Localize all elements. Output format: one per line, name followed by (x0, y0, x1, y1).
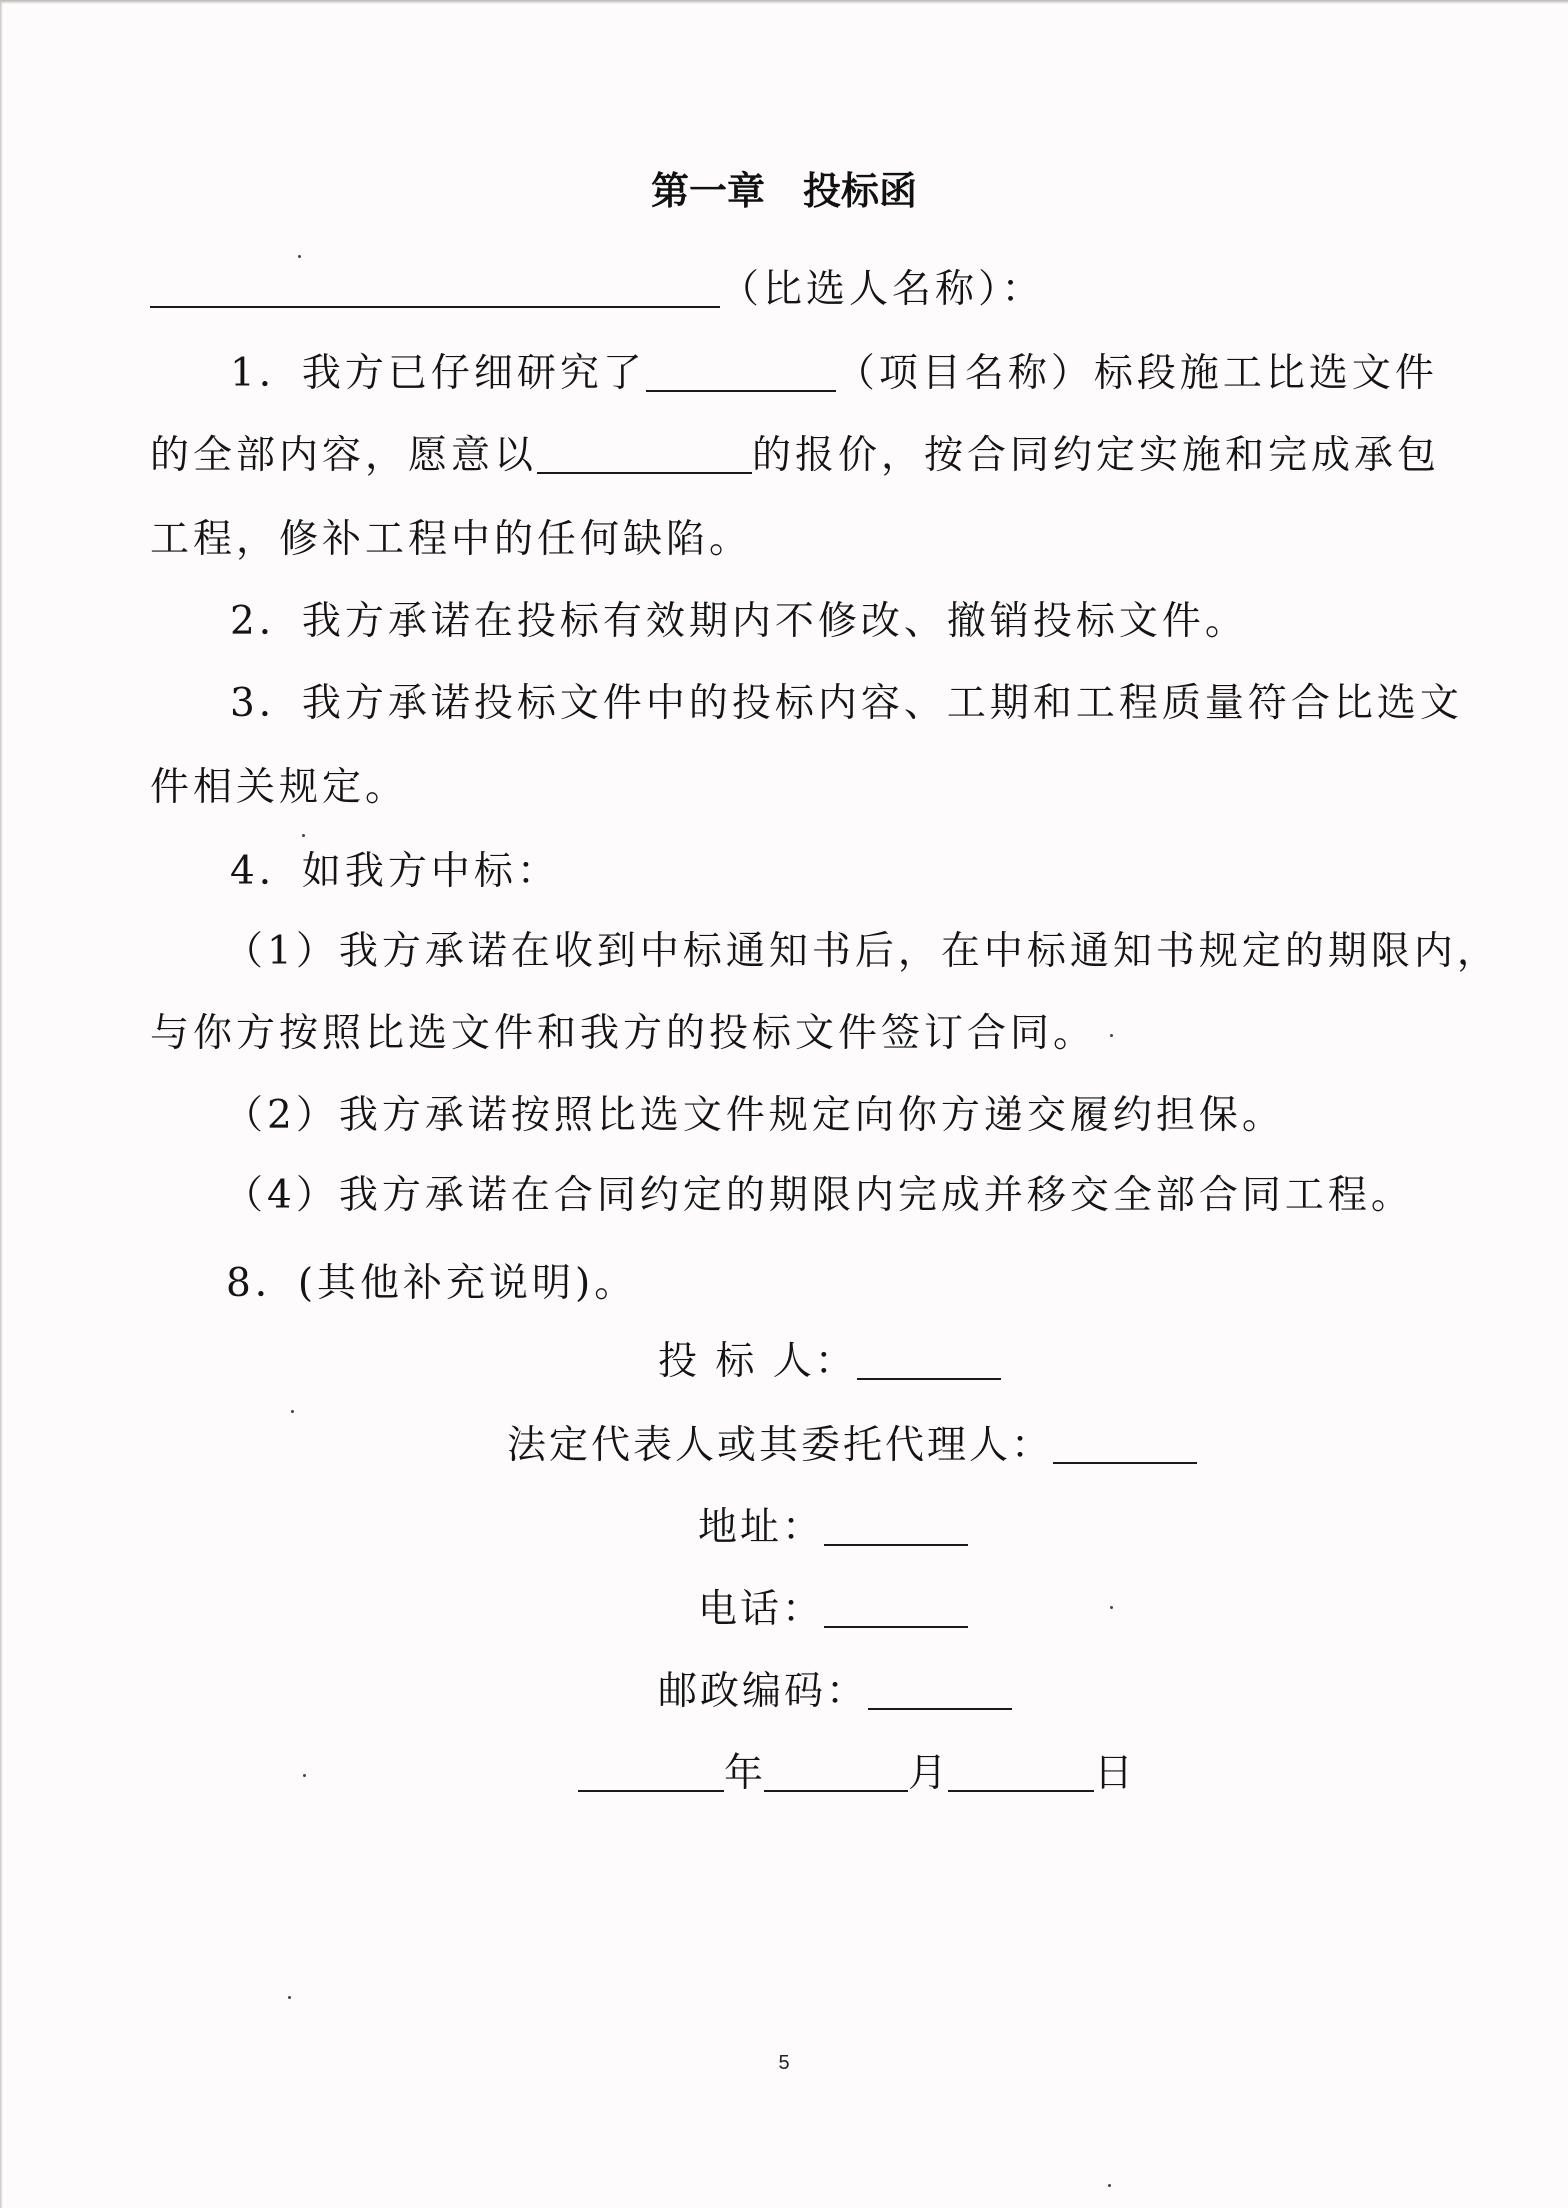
postal-line (658, 1660, 1012, 1716)
postal-label: 邮政编码： (658, 1669, 869, 1714)
addressee-line (150, 258, 1045, 314)
item3-line1: 3．我方承诺投标文件中的投标内容、工期和工程质量符合比选文 (230, 681, 1463, 726)
item1-line2-suffix: 的报价，按合同约定实施和完成承包 (752, 433, 1441, 478)
sub1-line2: 与你方按照比选文件和我方的投标文件签订合同。 (150, 1011, 1097, 1056)
phone-label: 电话： (698, 1587, 825, 1632)
item1-line3: 工程，修补工程中的任何缺陷。 (150, 517, 753, 562)
scan-edge-left (0, 0, 3, 2208)
representative-label: 法定代表人或其委托代理人： (507, 1423, 1054, 1468)
document-title: 第一章 投标函 (650, 168, 917, 213)
postal-blank (868, 1668, 1012, 1710)
scan-speck (298, 255, 301, 258)
item1-line2-prefix: 的全部内容，愿意以 (150, 433, 538, 478)
item1-line1-suffix: （项目名称）标段施工比选文件 (835, 351, 1438, 396)
item3-line2: 件相关规定。 (150, 765, 409, 810)
sub2-line: （2）我方承诺按照比选文件规定向你方递交履约担保。 (224, 1093, 1285, 1138)
addressee-suffix: （比选人名称）： (720, 267, 1045, 312)
phone-line (698, 1578, 968, 1634)
month-blank (764, 1750, 908, 1792)
item1-line1 (230, 342, 1438, 398)
scan-speck (1110, 1034, 1113, 1037)
price-blank (537, 432, 752, 474)
addressee-blank (150, 266, 720, 308)
scan-speck (288, 1996, 291, 1999)
scan-edge-top (0, 0, 1568, 4)
address-line (698, 1496, 968, 1552)
sub1-line1: （1）我方承诺在收到中标通知书后，在中标通知书规定的期限内， (224, 929, 1500, 974)
year-blank (578, 1750, 724, 1792)
day-blank (948, 1750, 1094, 1792)
scan-speck (291, 1410, 294, 1413)
page-number: 5 (778, 2052, 790, 2074)
scan-speck (302, 834, 305, 837)
bidder-blank (857, 1338, 1001, 1380)
scan-speck (303, 1774, 306, 1777)
item1-line1-prefix: 1．我方已仔细研究了 (230, 351, 646, 396)
item4-line: 4．如我方中标： (230, 849, 560, 894)
item2-line: 2．我方承诺在投标有效期内不修改、撤销投标文件。 (230, 599, 1248, 644)
scan-speck (1108, 2184, 1111, 2187)
year-label: 年 (724, 1751, 765, 1796)
item1-line2 (150, 424, 1440, 480)
month-label: 月 (908, 1751, 949, 1796)
scan-speck (1110, 1606, 1113, 1609)
representative-blank (1053, 1422, 1197, 1464)
address-blank (824, 1504, 968, 1546)
phone-blank (824, 1586, 968, 1628)
project-name-blank (646, 350, 836, 392)
bidder-line (658, 1330, 1001, 1386)
bidder-label: 投 标 人： (658, 1339, 857, 1384)
sub4-line: （4）我方承诺在合同约定的期限内完成并移交全部合同工程。 (224, 1173, 1414, 1218)
day-label: 日 (1094, 1751, 1135, 1796)
item8-line: 8．(其他补充说明)。 (226, 1261, 638, 1306)
date-line (578, 1742, 1134, 1798)
representative-line (507, 1414, 1197, 1470)
address-label: 地址： (698, 1505, 825, 1550)
